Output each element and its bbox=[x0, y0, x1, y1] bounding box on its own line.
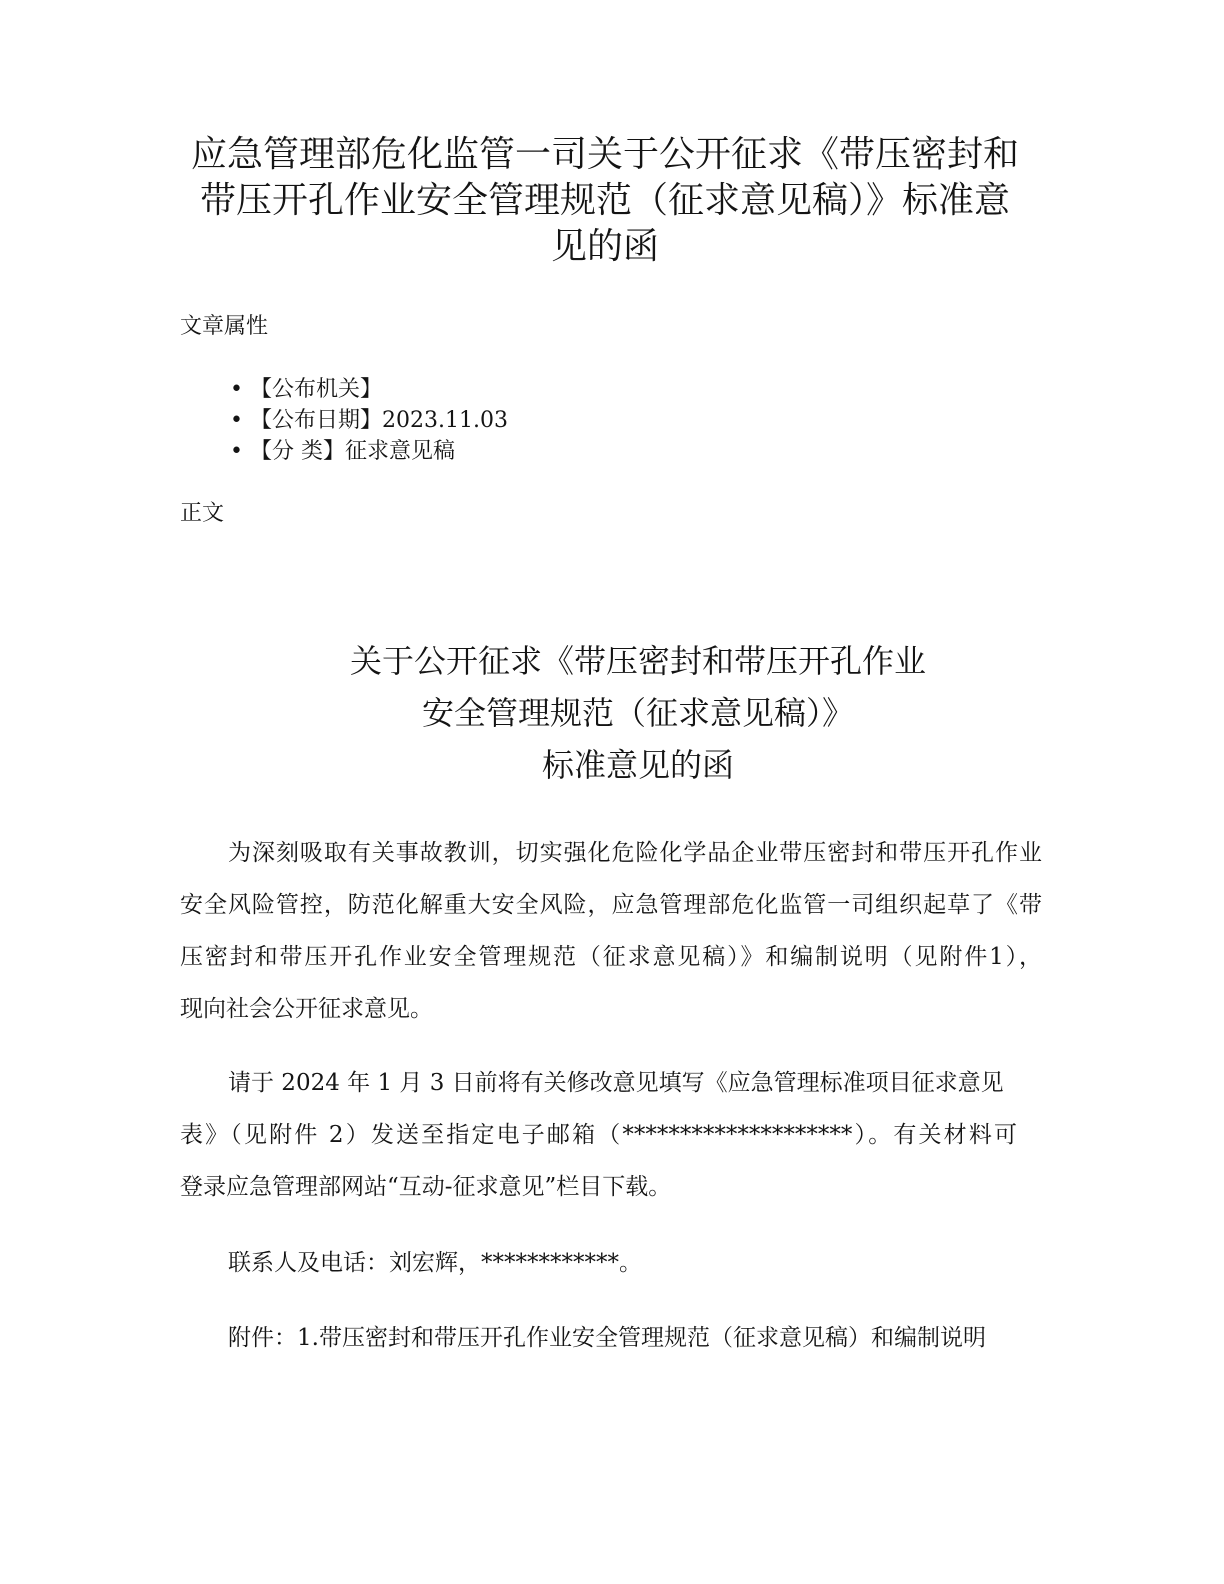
attribute-label: 【公布机关】 bbox=[250, 377, 383, 402]
paragraph-line: 登录应急管理部网站“互动-征求意见”栏目下载。 bbox=[180, 1174, 672, 1200]
paragraph-attachment bbox=[180, 1312, 1042, 1364]
attributes-heading: 文章属性 bbox=[180, 314, 269, 339]
paragraph-line: 联系人及电话：刘宏辉，************。 bbox=[228, 1250, 642, 1276]
letter-title-line: 标准意见的函 bbox=[541, 746, 734, 784]
document-title-line: 见的函 bbox=[550, 226, 659, 267]
letter-title-line: 关于公开征求《带压密封和带压开孔作业 bbox=[349, 642, 926, 680]
paragraph-line: 压密封和带压开孔作业安全管理规范（征求意见稿）》和编制说明（见附件1）， bbox=[180, 944, 1042, 970]
attribute-value: 2023.11.03 bbox=[382, 408, 508, 433]
attributes-list bbox=[230, 374, 508, 467]
letter-title-line: 安全管理规范（征求意见稿）》 bbox=[421, 694, 854, 732]
bullet-icon bbox=[230, 374, 250, 405]
bullet-icon bbox=[230, 405, 250, 436]
attribute-publisher bbox=[230, 374, 508, 405]
attribute-publish-date bbox=[230, 405, 508, 436]
body-heading: 正文 bbox=[180, 501, 225, 526]
attribute-category bbox=[230, 436, 508, 467]
paragraph-line: 为深刻吸取有关事故教训，切实强化危险化学品企业带压密封和带压开孔作业 bbox=[228, 840, 1042, 866]
document-title-line: 带压开孔作业安全管理规范（征求意见稿）》标准意 bbox=[199, 180, 1010, 221]
paragraph-line: 现向社会公开征求意见。 bbox=[180, 996, 433, 1022]
attribute-value: 征求意见稿 bbox=[345, 439, 456, 464]
paragraph-line: 附件：1.带压密封和带压开孔作业安全管理规范（征求意见稿）和编制说明 bbox=[228, 1325, 986, 1351]
bullet-icon bbox=[230, 436, 250, 467]
attribute-label: 【分 类】 bbox=[250, 439, 345, 464]
paragraph-line: 请于 2024 年 1 月 3 日前将有关修改意见填写《应急管理标准项目征求意见 bbox=[228, 1070, 1004, 1096]
document-title bbox=[180, 132, 1030, 270]
paragraph-background bbox=[180, 827, 1042, 1035]
paragraph-contact bbox=[180, 1237, 1042, 1289]
letter-title bbox=[180, 635, 1096, 791]
paragraph-request bbox=[180, 1057, 1017, 1213]
paragraph-line: 安全风险管控，防范化解重大安全风险，应急管理部危化监管一司组织起草了《带 bbox=[180, 892, 1042, 918]
document-title-line: 应急管理部危化监管一司关于公开征求《带压密封和 bbox=[190, 134, 1019, 175]
paragraph-line: 表》（见附件 2）发送至指定电子邮箱（********************）。有关材料可 bbox=[180, 1122, 1017, 1148]
attribute-label: 【公布日期】 bbox=[250, 408, 383, 433]
